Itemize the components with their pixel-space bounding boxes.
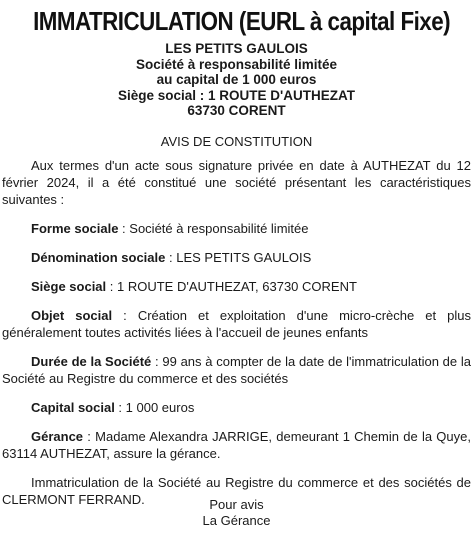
company-name: LES PETITS GAULOIS bbox=[165, 41, 308, 56]
field-value: Société à responsabilité limitée bbox=[129, 221, 309, 236]
field-capital-social: Capital social : 1 000 euros bbox=[31, 400, 195, 415]
field-value: Madame Alexandra JARRIGE, demeurant 1 Chemin de la Quye, 63114 AUTHEZAT, assure la gérance. bbox=[2, 429, 471, 461]
field-value: 99 ans à compter de la date de l'immatriculation de la Société au Registre du commerce et des sociétés bbox=[2, 354, 471, 386]
notice-title: IMMATRICULATION (EURL à capital Fixe) bbox=[33, 6, 451, 36]
field-duree: Durée de la Société : 99 ans à compter de la date de l'immatriculation de la Société au Registre du commerce et des sociétés bbox=[2, 354, 471, 386]
signature-block bbox=[0, 497, 473, 529]
field-forme-sociale: Forme sociale : Société à responsabilité limitée bbox=[31, 221, 309, 236]
field-label: Gérance bbox=[31, 429, 84, 444]
field-label: Dénomination sociale bbox=[31, 250, 166, 265]
notice-body bbox=[2, 157, 471, 508]
notice-heading: AVIS DE CONSTITUTION bbox=[160, 134, 313, 149]
company-capital: au capital de 1 000 euros bbox=[156, 72, 317, 87]
field-label: Capital social bbox=[31, 400, 115, 415]
signature-line-1: Pour avis bbox=[209, 497, 264, 512]
signature-line-2: La Gérance bbox=[202, 513, 271, 528]
company-postcode: 63730 CORENT bbox=[187, 103, 286, 118]
field-label: Siège social bbox=[31, 279, 107, 294]
field-value: LES PETITS GAULOIS bbox=[176, 250, 312, 265]
field-gerance: Gérance : Madame Alexandra JARRIGE, demeurant 1 Chemin de la Quye, 63114 AUTHEZAT, assure la gérance. bbox=[2, 429, 471, 461]
company-block bbox=[0, 41, 473, 119]
field-value: Création et exploitation d'une micro-crèche et plus généralement toutes activités liées à l'accueil de jeunes enfants bbox=[2, 308, 471, 340]
field-label: Forme sociale bbox=[31, 221, 119, 236]
company-seat: Siège social : 1 ROUTE D'AUTHEZAT bbox=[118, 87, 355, 103]
closing-paragraph: Immatriculation de la Société au Registre du commerce et des sociétés de CLERMONT FERRAND. bbox=[2, 475, 471, 507]
field-label: Durée de la Société bbox=[31, 354, 152, 369]
intro-paragraph: Aux termes d'un acte sous signature privée en date à AUTHEZAT du 12 février 2024, il a été constitué une société présentant les caractéristiques suivantes : bbox=[2, 158, 471, 207]
field-siege-social: Siège social : 1 ROUTE D'AUTHEZAT, 63730 CORENT bbox=[31, 279, 357, 294]
field-denomination-sociale: Dénomination sociale : LES PETITS GAULOIS bbox=[31, 250, 312, 265]
field-label: Objet social bbox=[31, 308, 113, 323]
field-value: 1 000 euros bbox=[125, 400, 195, 415]
field-value: 1 ROUTE D'AUTHEZAT, 63730 CORENT bbox=[117, 279, 357, 294]
company-form: Société à responsabilité limitée bbox=[135, 56, 338, 72]
field-objet-social: Objet social : Création et exploitation d'une micro-crèche et plus généralement toutes activités liées à l'accueil de jeunes enfants bbox=[2, 308, 471, 340]
